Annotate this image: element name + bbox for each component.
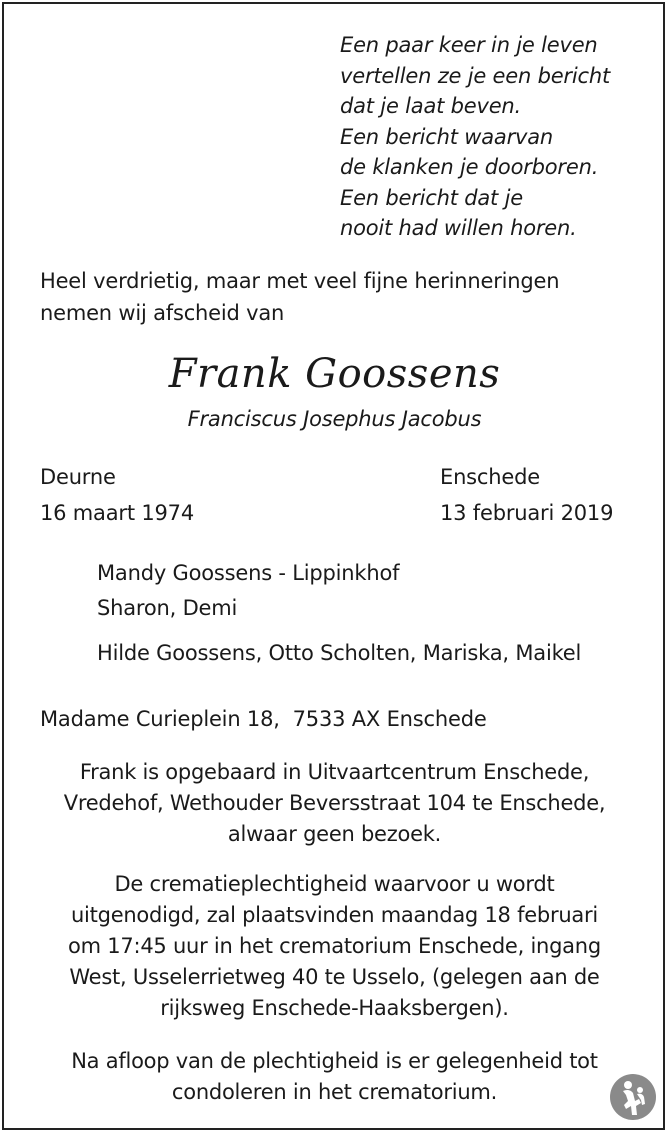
- paragraph-line: condoleren in het crematorium.: [171, 1080, 498, 1104]
- deceased-full-name: Franciscus Josephus Jacobus: [187, 407, 482, 431]
- poem-line: Een bericht waarvan: [340, 124, 554, 149]
- condolence-paragraph: [0, 1046, 669, 1108]
- memorial-logo-icon: [609, 1073, 657, 1121]
- ceremony-paragraph: [0, 869, 669, 1024]
- family-line: Mandy Goossens - Lippinkhof: [97, 561, 400, 585]
- family-line: Hilde Goossens, Otto Scholten, Mariska, Maikel: [97, 641, 582, 665]
- paragraph-line: Na afloop van de plechtigheid is er gelegenheid tot: [71, 1049, 598, 1073]
- intro-line: Heel verdrietig, maar met veel fijne herinneringen: [40, 269, 560, 293]
- poem-line: Een paar keer in je leven: [340, 33, 598, 57]
- poem: [340, 30, 610, 244]
- death-place: Enschede: [440, 465, 540, 489]
- paragraph-line: Vredehof, Wethouder Beversstraat 104 te Enschede,: [63, 791, 606, 815]
- poem-line: vertellen ze je een bericht: [340, 63, 610, 88]
- paragraph-line: De crematieplechtigheid waarvoor u wordt: [114, 872, 555, 896]
- paragraph-line: rijksweg Enschede-Haaksbergen).: [160, 996, 509, 1020]
- birth-info: [40, 459, 194, 531]
- birth-date: 16 maart 1974: [40, 501, 194, 525]
- death-info: [440, 459, 613, 531]
- poem-line: dat je laat beven.: [340, 94, 522, 118]
- intro-line: nemen wij afscheid van: [40, 301, 285, 325]
- viewing-paragraph: [0, 757, 669, 850]
- family-line: Sharon, Demi: [97, 596, 238, 620]
- poem-line: Een bericht dat je: [340, 185, 523, 210]
- birth-place: Deurne: [40, 465, 116, 489]
- address: Madame Curieplein 18, 7533 AX Enschede: [40, 707, 487, 731]
- poem-line: de klanken je doorboren.: [340, 155, 599, 179]
- paragraph-line: Frank is opgebaard in Uitvaartcentrum Enschede,: [79, 760, 590, 784]
- intro-text: [40, 265, 559, 329]
- paragraph-line: uitgenodigd, zal plaatsvinden maandag 18 februari: [70, 903, 599, 927]
- death-date: 13 februari 2019: [440, 501, 614, 525]
- paragraph-line: om 17:45 uur in het crematorium Enschede, ingang: [68, 934, 601, 958]
- paragraph-line: alwaar geen bezoek.: [227, 822, 442, 846]
- family-list: [97, 556, 581, 671]
- paragraph-line: West, Usselerrietweg 40 te Usselo, (gelegen aan de: [69, 965, 600, 989]
- deceased-name: Frank Goossens: [168, 351, 501, 397]
- poem-line: nooit had willen horen.: [340, 216, 577, 240]
